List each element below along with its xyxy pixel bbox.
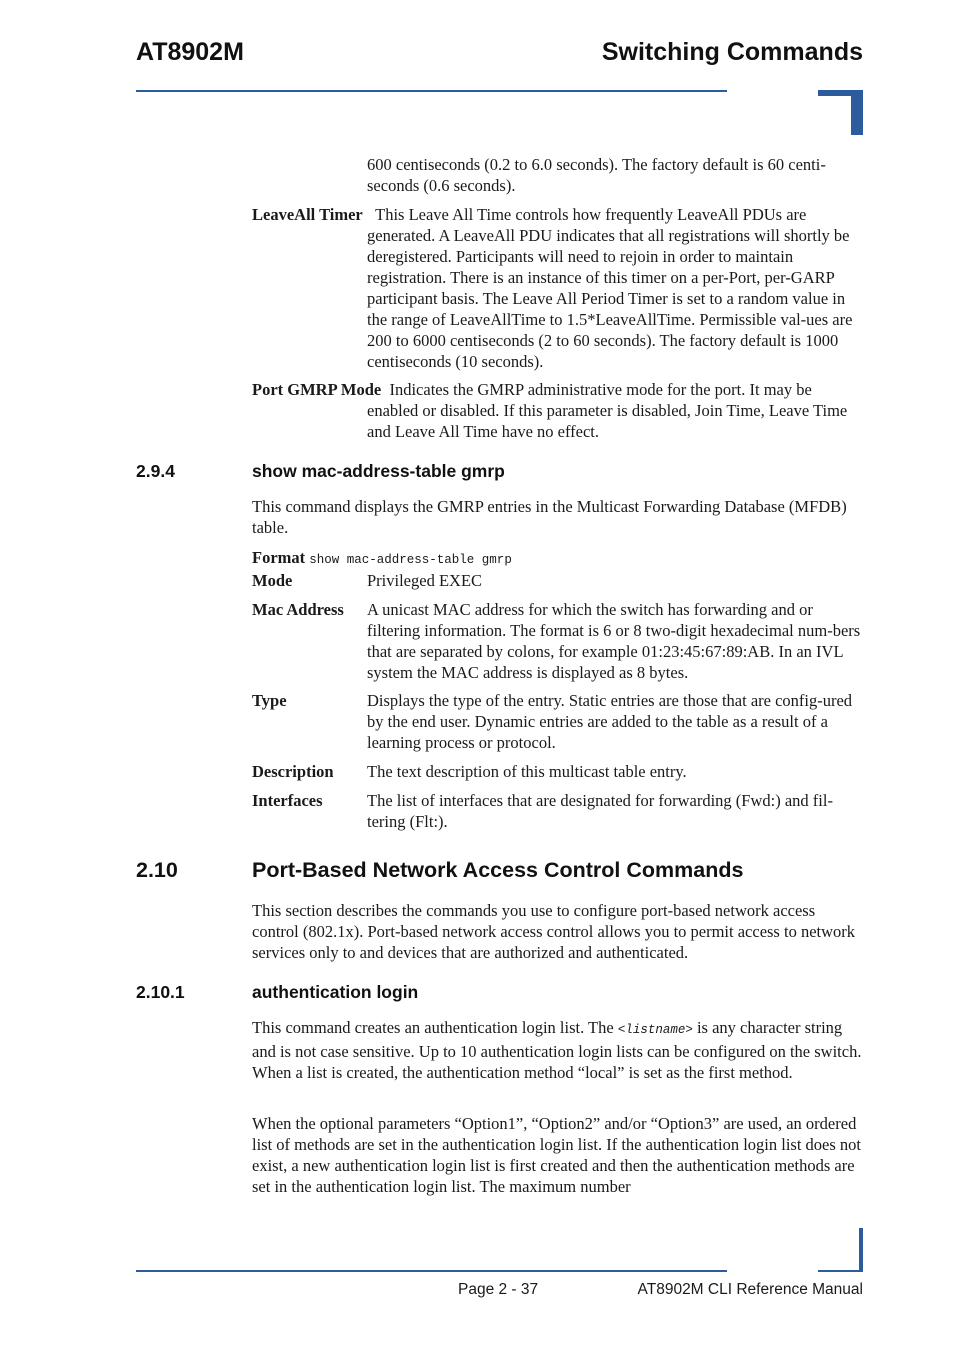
mac-address-desc: A unicast MAC address for which the switch has forwarding and or filtering information. The format is 6 or 8 two-digit hexadecimal num-bers that are separated by colons, for example 01:23:45:67:89:AB. In an IVL system the MAC address is displayed as 8 bytes. [367, 600, 861, 682]
port-gmrp-mode-desc: Indicates the GMRP administrative mode for the port. It may be enabled or disabled. If this parameter is disabled, Join Time, Leave Time and Leave All Time have no effect. [367, 380, 848, 441]
section-title: authentication login [252, 982, 419, 1002]
join-timer-continuation: 600 centiseconds (0.2 to 6.0 seconds). The factory default is 60 centi-seconds (0.6 seconds). [367, 155, 826, 195]
section-title: Port-Based Network Access Control Commands [252, 858, 744, 882]
format-row [252, 547, 864, 571]
listname-param: <listname> [617, 1023, 693, 1037]
auth-login-paragraph-2: When the optional parameters “Option1”, “Option2” and/or “Option3” are used, an ordered list of methods are set in the authentication login list. If the authentication login list does not exist, a new authentication login list is first created and then the authentication methods are set in the authentication login list. The maximum number [252, 1114, 862, 1196]
footer-rule [136, 1270, 727, 1272]
section-heading-2-10-1 [136, 982, 418, 1003]
description-desc: The text description of this multicast table entry. [367, 762, 687, 781]
footer-corner-rule [818, 1270, 863, 1272]
footer-corner-mark [859, 1228, 863, 1272]
leaveall-timer-definition [252, 204, 864, 372]
mode-term: Mode [252, 571, 293, 590]
section-number: 2.10 [136, 858, 178, 882]
header-doc-title: AT8902M [136, 38, 244, 66]
auth-login-paragraph-1 [252, 1017, 864, 1083]
interfaces-desc: The list of interfaces that are designated for forwarding (Fwd:) and fil-tering (Flt:). [367, 791, 833, 831]
footer-manual-title: AT8902M CLI Reference Manual [637, 1281, 863, 1298]
footer-page-number: Page 2 - 37 [458, 1281, 539, 1298]
leaveall-timer-term: LeaveAll Timer [252, 205, 363, 224]
section-number: 2.9.4 [136, 461, 175, 481]
header-chapter-title: Switching Commands [601, 38, 863, 66]
leaveall-timer-desc: This Leave All Time controls how frequently LeaveAll PDUs are generated. A LeaveAll PDU indicates that all registrations will shortly be deregistered. Participants will need to rejoin in order to maintain registration. There is an instance of this timer on a per-Port, per-GARP participant basis. The Leave All Period Timer is set to a random value in the range of LeaveAllTime to 1.5*LeaveAllTime. Permissible val-ues are 200 to 6000 centiseconds (2 to 60 seconds). The factory default is 1000 centiseconds (10 seconds). [367, 205, 853, 371]
header-rule [136, 90, 727, 92]
format-label: Format [252, 548, 306, 567]
description-term: Description [252, 762, 334, 781]
type-term: Type [252, 691, 287, 710]
mode-desc: Privileged EXEC [367, 571, 483, 590]
section-title: show mac-address-table gmrp [252, 461, 505, 481]
header-corner-mark-vertical [851, 90, 863, 135]
port-gmrp-mode-term: Port GMRP Mode [252, 380, 382, 399]
paragraph-text: is any character string and is not case sensitive. Up to 10 authentication login lists can be configured on the switch. When a list is created, the authentication method “local” is set as the first method. [252, 1018, 862, 1082]
section-heading-2-9-4 [136, 461, 505, 482]
type-desc: Displays the type of the entry. Static entries are those that are config-ured by the end user. Dynamic entries are added to the table as a result of a learning process or protocol. [367, 691, 853, 752]
interfaces-term: Interfaces [252, 791, 323, 810]
section-number: 2.10.1 [136, 982, 185, 1002]
mac-address-term: Mac Address [252, 600, 344, 619]
section-intro: This section describes the commands you use to configure port-based network access control (802.1x). Port-based network access control allows you to permit access to network services only to and devices that are authorized and authenticated. [252, 901, 856, 962]
paragraph-text: This command creates an authentication login list. The [252, 1018, 614, 1037]
section-intro: This command displays the GMRP entries in the Multicast Forwarding Database (MFDB) table. [252, 497, 847, 537]
section-heading-2-10 [136, 858, 743, 883]
port-gmrp-mode-definition [252, 379, 864, 442]
format-command: show mac-address-table gmrp [309, 553, 512, 567]
